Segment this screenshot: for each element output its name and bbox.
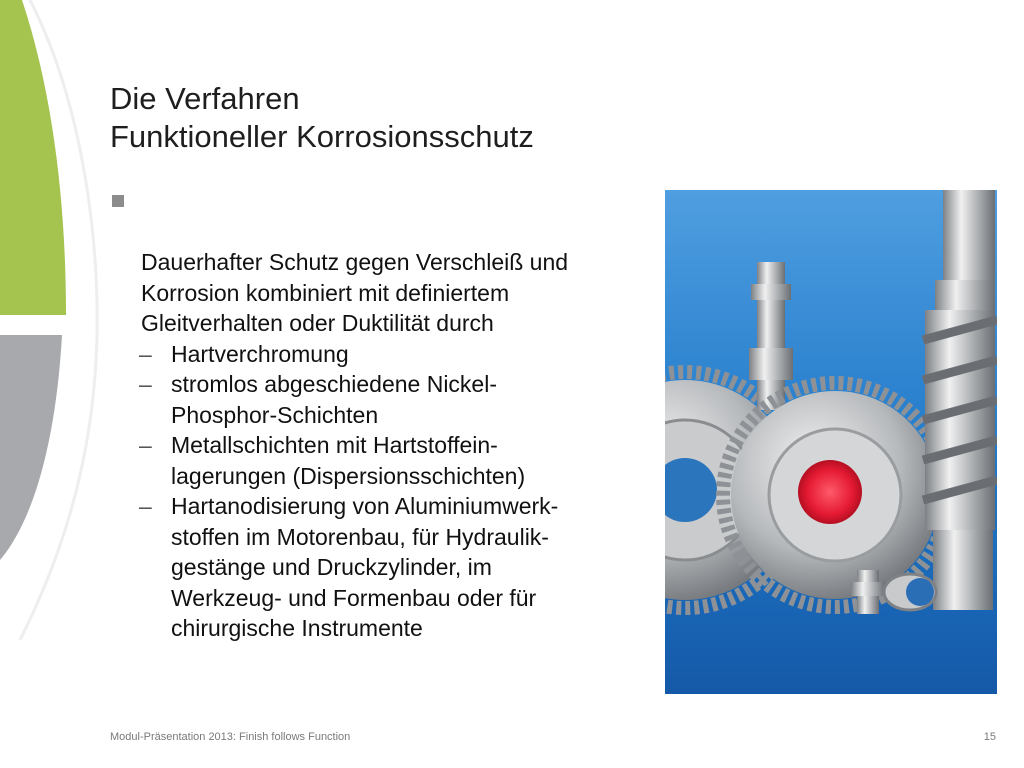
dash-bullet-icon: – xyxy=(139,340,152,367)
slide-body xyxy=(110,186,650,644)
small-fittings xyxy=(851,570,936,614)
sub-bullet-item xyxy=(110,491,650,644)
sub-bullet-text: stromlos abgeschiedene Nickel- Phosphor-Schichten xyxy=(171,371,497,428)
dash-bullet-icon: – xyxy=(139,371,152,397)
main-bullet xyxy=(110,186,650,339)
slide-title-line1: Die Verfahren xyxy=(110,81,300,116)
gears-photo xyxy=(665,190,997,694)
sub-bullet-text: Metallschichten mit Hartstoffein- lagerungen (Dispersionsschichten) xyxy=(171,432,526,489)
sub-bullet-item xyxy=(110,430,650,491)
dash-bullet-icon: – xyxy=(139,432,152,458)
gray-arc xyxy=(0,335,62,560)
square-bullet-icon xyxy=(112,195,124,207)
decorative-arc-shapes xyxy=(0,0,110,768)
slide-title xyxy=(110,80,534,156)
green-arc xyxy=(0,0,66,315)
sub-bullet-list xyxy=(110,339,650,644)
sub-bullet-item xyxy=(110,339,650,370)
page-number: 15 xyxy=(983,731,996,743)
main-bullet-text: Dauerhafter Schutz gegen Verschleiß und Korrosion kombiniert mit definiertem Gleitverhalten oder Duktilität durch xyxy=(141,249,569,336)
slide-title-line2: Funktioneller Korrosionsschutz xyxy=(110,119,534,154)
sub-bullet-text: Hartanodisierung von Aluminiumwerk- stoffen im Motorenbau, für Hydraulik- gestänge und Druckzylinder, im Werkzeug- und Formenbau oder für chirurgische Instrumente xyxy=(171,493,559,641)
dash-bullet-icon: – xyxy=(139,493,152,519)
sub-bullet-text: Hartverchromung xyxy=(171,340,349,367)
footer-text: Modul-Präsentation 2013: Finish follows Function xyxy=(110,731,351,743)
sub-bullet-item xyxy=(110,369,650,430)
